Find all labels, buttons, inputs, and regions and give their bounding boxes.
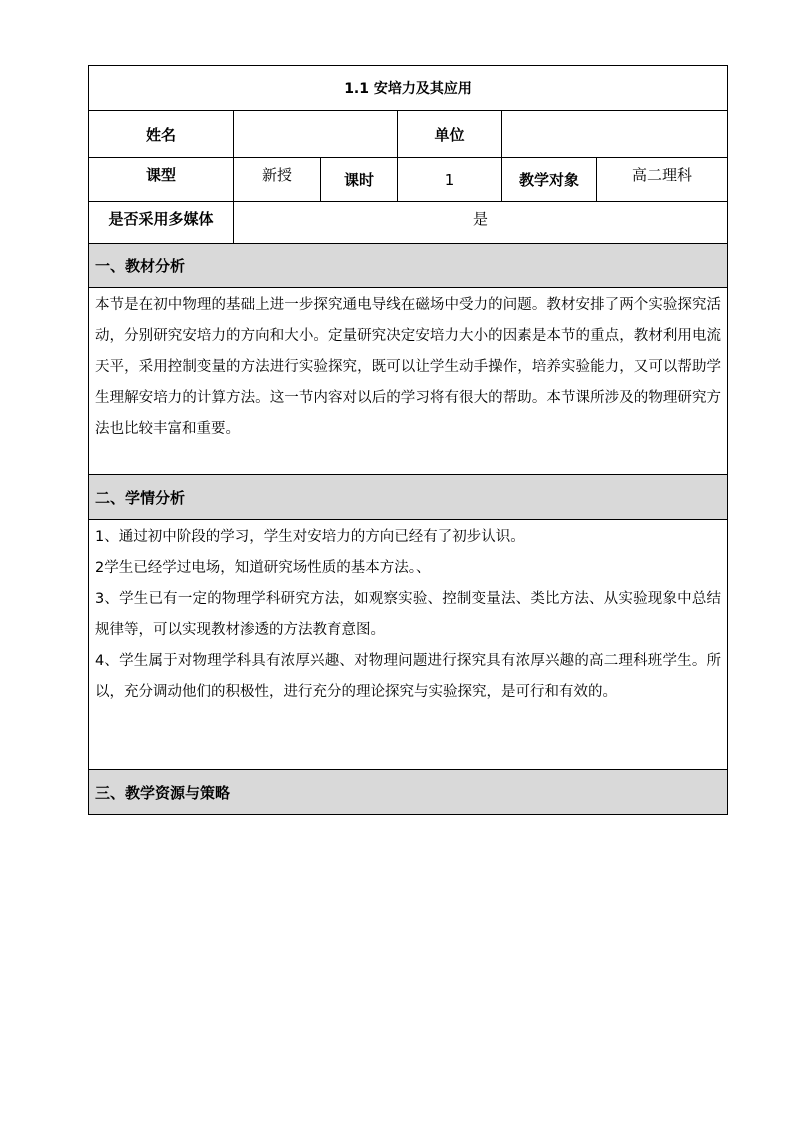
section-heading-row bbox=[89, 244, 728, 288]
lesson-plan-sheet bbox=[88, 65, 727, 815]
target-value: 高二理科 bbox=[597, 158, 728, 202]
hours-label: 课时 bbox=[321, 158, 398, 202]
type-label: 课型 bbox=[89, 158, 234, 202]
section-heading: 二、学情分析 bbox=[89, 475, 728, 520]
section-heading: 三、教学资源与策略 bbox=[89, 770, 728, 815]
section-body-row bbox=[89, 520, 728, 770]
paragraph: 本节是在初中物理的基础上进一步探究通电导线在磁场中受力的问题。教材安排了两个实验探究活动，分别研究安培力的方向和大小。定量研究决定安培力大小的因素是本节的重点，教材利用电流天平，采用控制变量的方法进行实验探究，既可以让学生动手操作，培养实验能力，又可以帮助学生理解安培力的计算方法。这一节内容对以后的学习将有很大的帮助。本节课所涉及的物理研究方法也比较丰富和重要。 bbox=[95, 297, 722, 437]
multimedia-row bbox=[89, 202, 728, 244]
paragraph: 4、学生属于对物理学科具有浓厚兴趣、对物理问题进行探究具有浓厚兴趣的高二理科班学生。所以，充分调动他们的积极性，进行充分的理论探究与实验探究，是可行和有效的。 bbox=[95, 653, 722, 700]
section-body bbox=[89, 520, 728, 770]
unit-value bbox=[502, 111, 728, 158]
title-row bbox=[89, 66, 728, 111]
multimedia-value: 是 bbox=[234, 202, 728, 244]
paragraph: 1、通过初中阶段的学习，学生对安培力的方向已经有了初步认识。 bbox=[95, 529, 525, 545]
section-body-row bbox=[89, 288, 728, 475]
multimedia-label: 是否采用多媒体 bbox=[89, 202, 234, 244]
hours-value: 1 bbox=[398, 158, 502, 202]
type-value: 新授 bbox=[234, 158, 321, 202]
type-hours-target-row bbox=[89, 158, 728, 202]
section-heading-row bbox=[89, 770, 728, 815]
section-heading: 一、教材分析 bbox=[89, 244, 728, 288]
section-body bbox=[89, 288, 728, 475]
name-unit-row bbox=[89, 111, 728, 158]
unit-label: 单位 bbox=[398, 111, 502, 158]
name-label: 姓名 bbox=[89, 111, 234, 158]
paragraph: 3、学生已有一定的物理学科研究方法，如观察实验、控制变量法、类比方法、从实验现象中总结规律等，可以实现教材渗透的方法教育意图。 bbox=[95, 591, 722, 638]
lesson-plan-table bbox=[88, 65, 728, 815]
paragraph: 2学生已经学过电场，知道研究场性质的基本方法。、 bbox=[95, 560, 431, 576]
name-value bbox=[234, 111, 398, 158]
target-label: 教学对象 bbox=[502, 158, 597, 202]
document-title: 1.1 安培力及其应用 bbox=[89, 66, 728, 111]
section-heading-row bbox=[89, 475, 728, 520]
